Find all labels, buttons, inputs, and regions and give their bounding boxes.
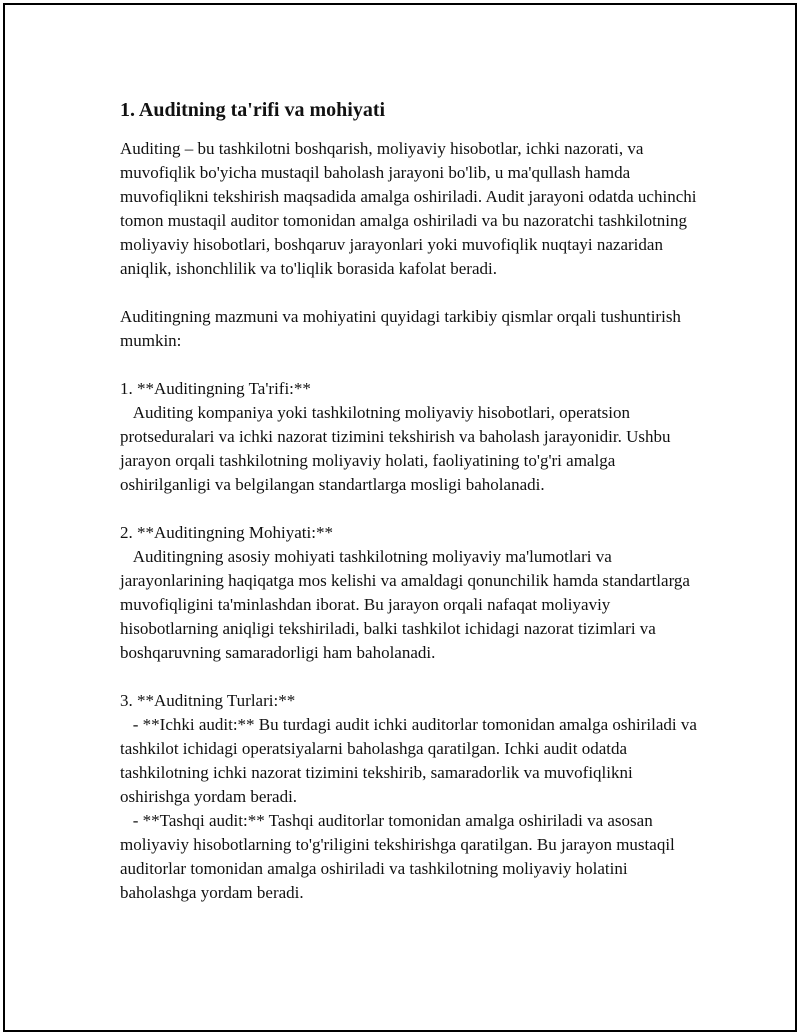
paragraph-intro: Auditingning mazmuni va mohiyatini quyidagi tarkibiy qismlar orqali tushuntirish mumkin:	[120, 307, 686, 350]
paragraph-spacer	[120, 281, 700, 305]
paragraph-item-1: 1. **Auditingning Ta'rifi:** Auditing kompaniya yoki tashkilotning moliyaviy hisobotlari, operatsion protseduralari va ichki nazorat tizimini tekshirish va baholash jarayonidir. Ushbu jarayon orqali tashkilotning moliyaviy holati, faoliyatining to'g'ri amalga oshirilganligi va belgilangan standartlarga mosligi baholanadi.	[120, 379, 671, 494]
page-border	[3, 3, 797, 1032]
paragraph-spacer	[120, 353, 700, 377]
paragraph-definition: Auditing – bu tashkilotni boshqarish, moliyaviy hisobotlar, ichki nazorati, va muvofiqlik bo'yicha mustaqil baholash jarayoni bo'lib, u ma'qullash hamda muvofiqlikni tekshirish maqsadida amalga oshiriladi. Audit jarayoni odatda uchinchi tomon mustaqil auditor tomonidan amalga oshiriladi va bu nazoratchi tashkilotning moliyaviy hisobotlari, boshqaruv jarayonlari yoki muvofiqlik nuqtayi nazaridan aniqlik, ishonchlilik va to'liqlik borasida kafolat beradi.	[120, 139, 701, 278]
paragraph-spacer	[120, 665, 700, 689]
paragraph-spacer	[120, 497, 700, 521]
document-body	[120, 97, 700, 905]
section-heading: 1. Auditning ta'rifi va mohiyati	[120, 99, 386, 121]
paragraph-item-2: 2. **Auditingning Mohiyati:** Auditingning asosiy mohiyati tashkilotning moliyaviy ma'lumotlari va jarayonlarining haqiqatga mos kelishi va amaldagi qonunchilik hamda standartlarga muvofiqligini ta'minlashdan iborat. Bu jarayon orqali nafaqat moliyaviy hisobotlarning aniqligi tekshiriladi, balki tashkilot ichidagi nazorat tizimlari va boshqaruvning samaradorligi ham baholanadi.	[120, 523, 690, 662]
paragraph-item-3: 3. **Auditning Turlari:** - **Ichki audit:** Bu turdagi audit ichki auditorlar tomonidan amalga oshiriladi va tashkilot ichidagi operatsiyalarni baholashga qaratilgan. Ichki audit odatda tashkilotning ichki nazorat tizimini tekshirib, samaradorlik va muvofiqlikni oshirishga yordam beradi. - **Tashqi audit:** Tashqi auditorlar tomonidan amalga oshiriladi va asosan moliyaviy hisobotlarning to'g'riligini tekshirishga qaratilgan. Bu jarayon mustaqil auditorlar tomonidan amalga oshiriladi va tashkilotning moliyaviy holatini baholashga yordam beradi.	[120, 691, 697, 902]
